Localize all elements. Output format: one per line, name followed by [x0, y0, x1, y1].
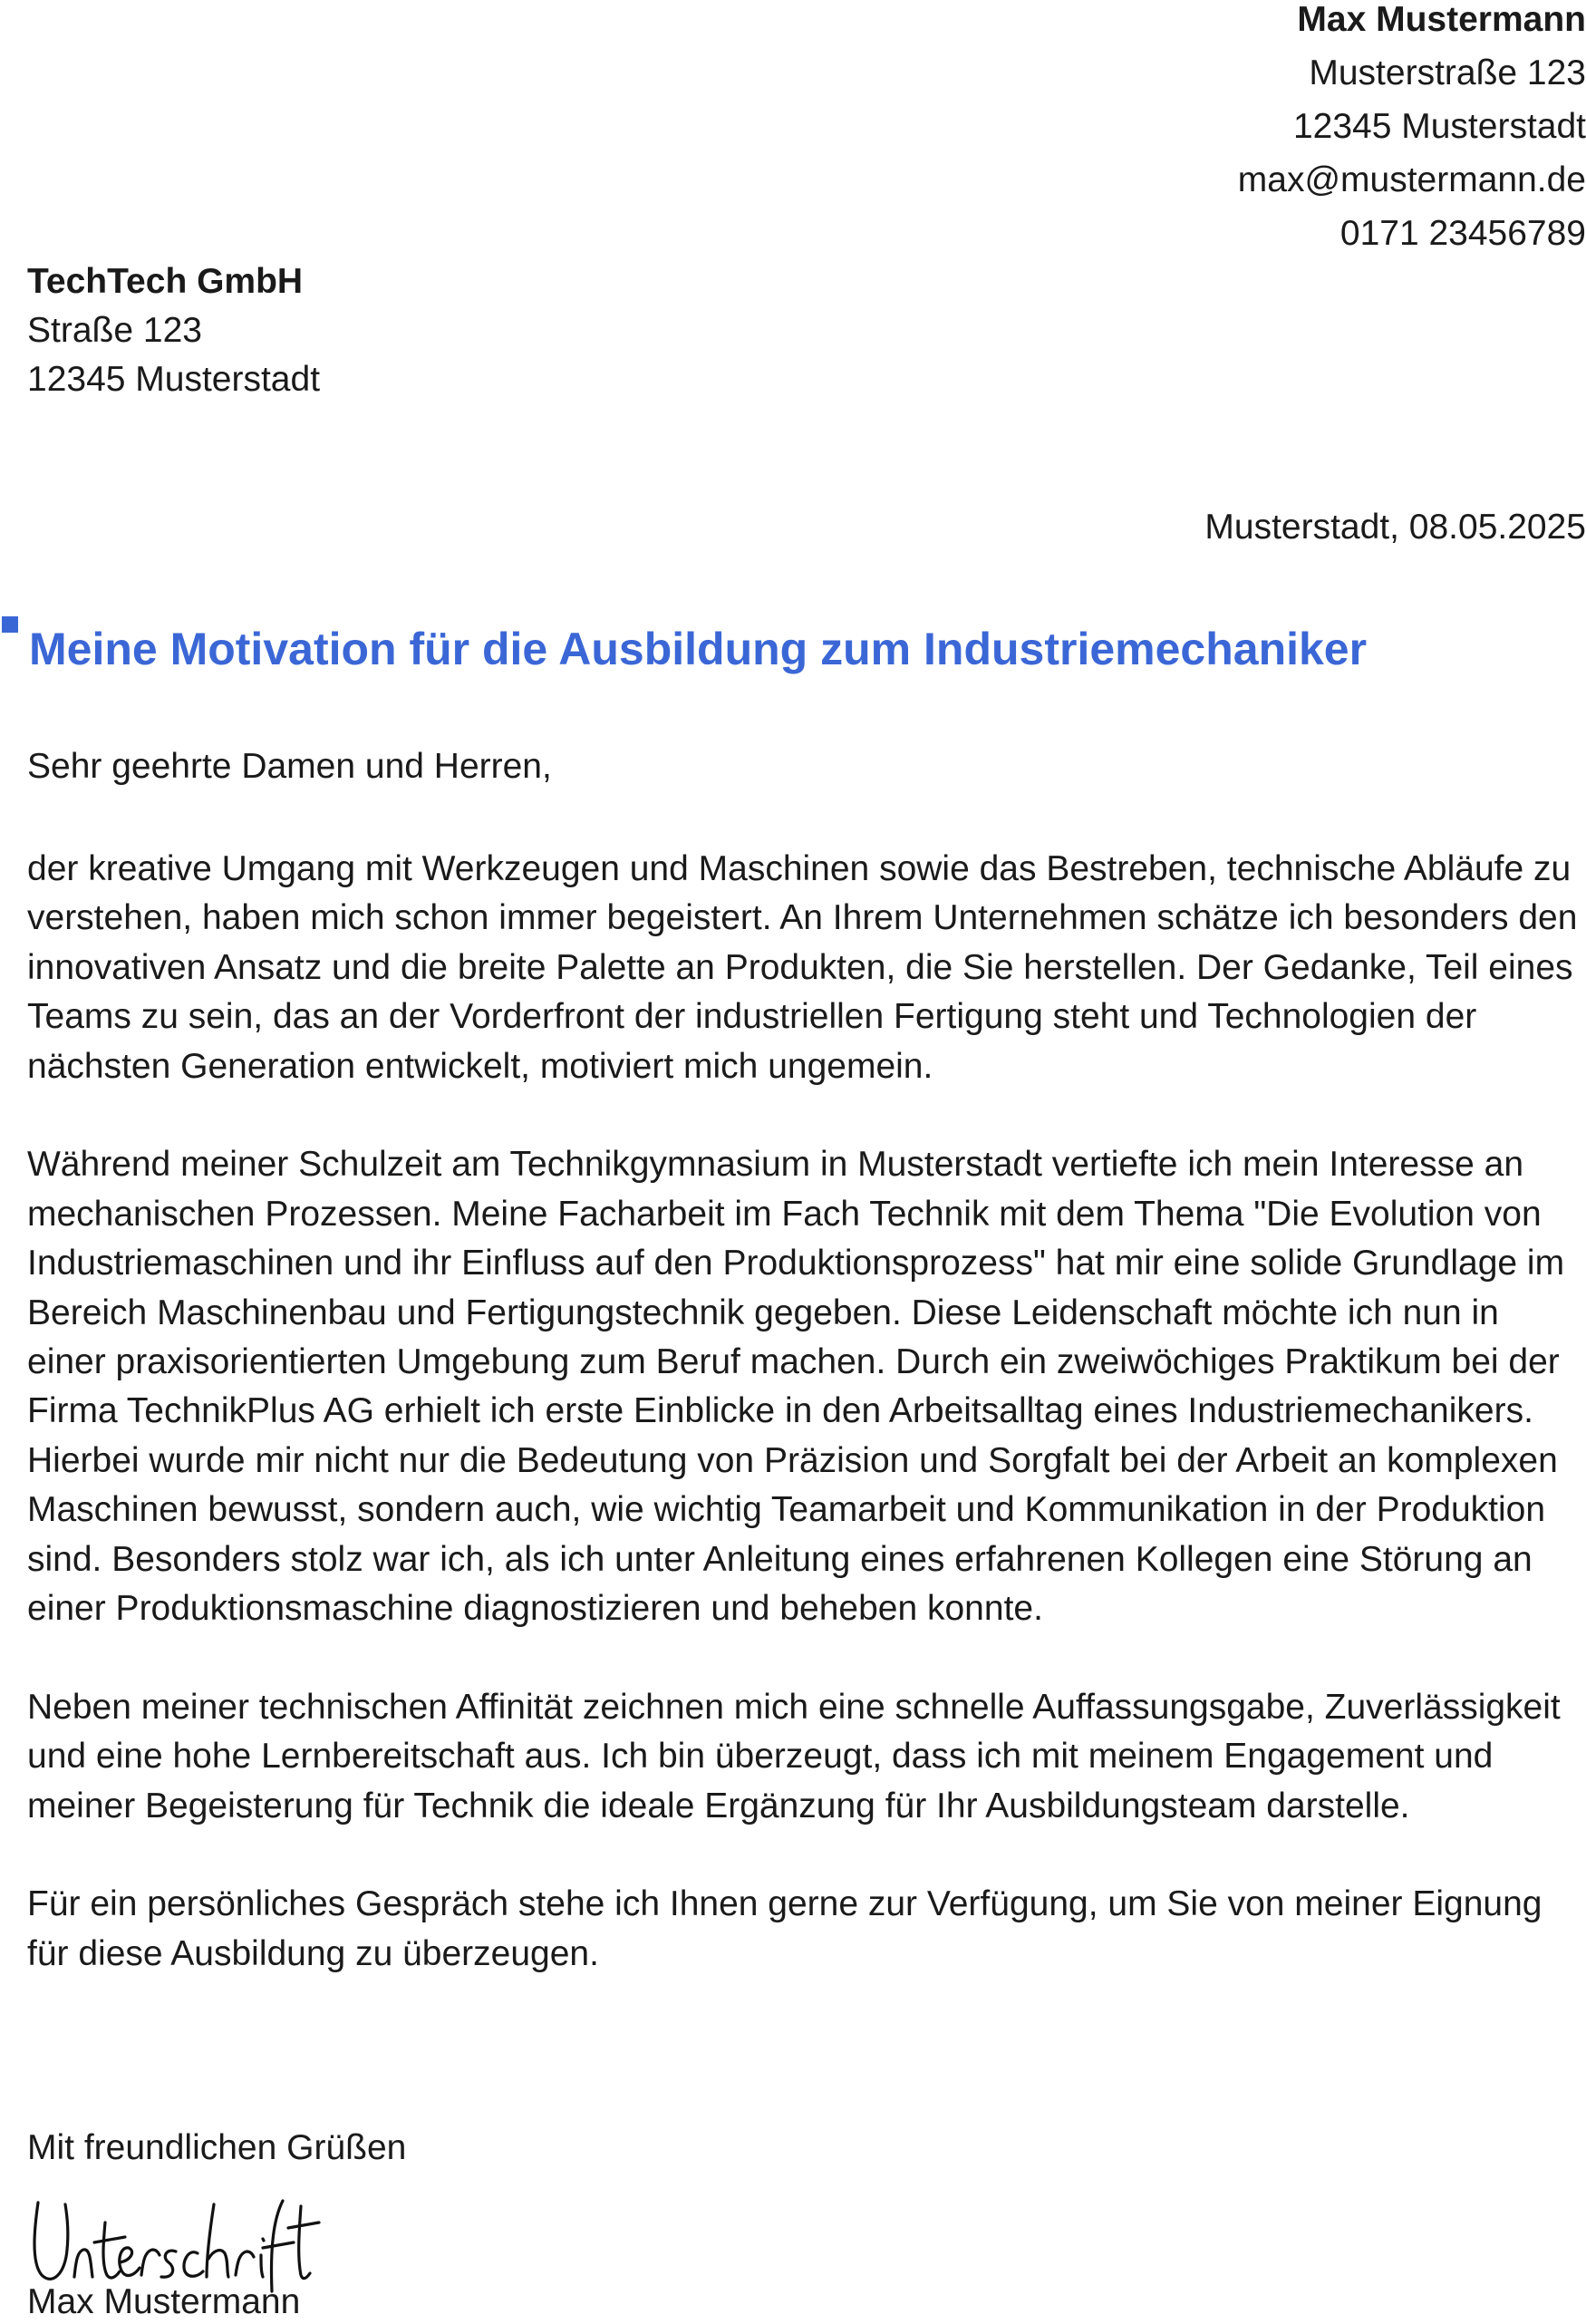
recipient-address [27, 257, 662, 404]
body-paragraph: Während meiner Schulzeit am Technikgymnasium in Musterstadt vertiefte ich mein Interesse an mechanischen Prozessen. Meine Facharbeit im Fach Technik mit dem Thema "Die Evolution von Industriemaschinen und ihr Einfluss auf den Produktionsprozess" hat mir eine solide Grundlage im Bereich Maschinenbau und Fertigungstechnik gegeben. Diese Leidenschaft möchte ich nun in einer praxisorientierten Umgebung zum Beruf machen. Durch ein zweiwöchiges Praktikum bei der Firma TechnikPlus AG erhielt ich erste Einblicke in den Arbeitsalltag eines Industriemechanikers. Hierbei wurde mir nicht nur die Bedeutung von Präzision und Sorgfalt bei der Arbeit an komplexen Maschinen bewusst, sondern auch, wie wichtig Teamarbeit und Kommunikation in der Produktion sind. Besonders stolz war ich, als ich unter Anleitung eines erfahrenen Kollegen eine Störung an einer Produktionsmaschine diagnostizieren und beheben konnte. [27, 1145, 1565, 1629]
letter-body [27, 845, 1581, 2029]
sender-email: max@mustermann.de [1237, 160, 1586, 199]
sender-name: Max Mustermann [1297, 0, 1586, 39]
closing-phrase: Mit freundlichen Grüßen [27, 2128, 407, 2167]
sender-street: Musterstraße 123 [1309, 53, 1586, 92]
sender-phone: 0171 23456789 [1339, 214, 1586, 253]
signer-name: Max Mustermann [27, 2282, 301, 2321]
subject-heading: Meine Motivation für die Ausbildung zum Industriemechaniker [29, 624, 1368, 674]
recipient-street: Straße 123 [27, 311, 202, 350]
body-paragraph: Neben meiner technischen Affinität zeichnen mich eine schnelle Auffassungsgabe, Zuverlässigkeit und eine hohe Lernbereitschaft aus. Ich bin überzeugt, dass ich mit meinem Engagement und meiner Begeisterung für Technik die ideale Ergänzung für Ihr Ausbildungsteam darstelle. [27, 1687, 1561, 1825]
body-paragraph: der kreative Umgang mit Werkzeugen und Maschinen sowie das Bestreben, technische Abläufe zu verstehen, haben mich schon immer begeistert. An Ihrem Unternehmen schätze ich besonders den innovativen Ansatz und die breite Palette an Produkten, die Sie herstellen. Der Gedanke, Teil eines Teams zu sein, das an der Vorderfront der industriellen Fertigung steht und Technologien der nächsten Generation entwickelt, motiviert mich ungemein. [27, 849, 1578, 1086]
letter-date: Musterstadt, 08.05.2025 [1204, 508, 1586, 547]
sender-city: 12345 Musterstadt [1292, 107, 1586, 146]
heading-marker [2, 616, 18, 633]
recipient-city: 12345 Musterstadt [27, 360, 321, 399]
salutation: Sehr geehrte Damen und Herren, [27, 747, 552, 786]
recipient-company: TechTech GmbH [27, 262, 304, 301]
sender-address [897, 0, 1586, 260]
body-paragraph: Für ein persönliches Gespräch stehe ich Ihnen gerne zur Verfügung, um Sie von meiner Eignung für diese Ausbildung zu überzeugen. [27, 1884, 1542, 1973]
